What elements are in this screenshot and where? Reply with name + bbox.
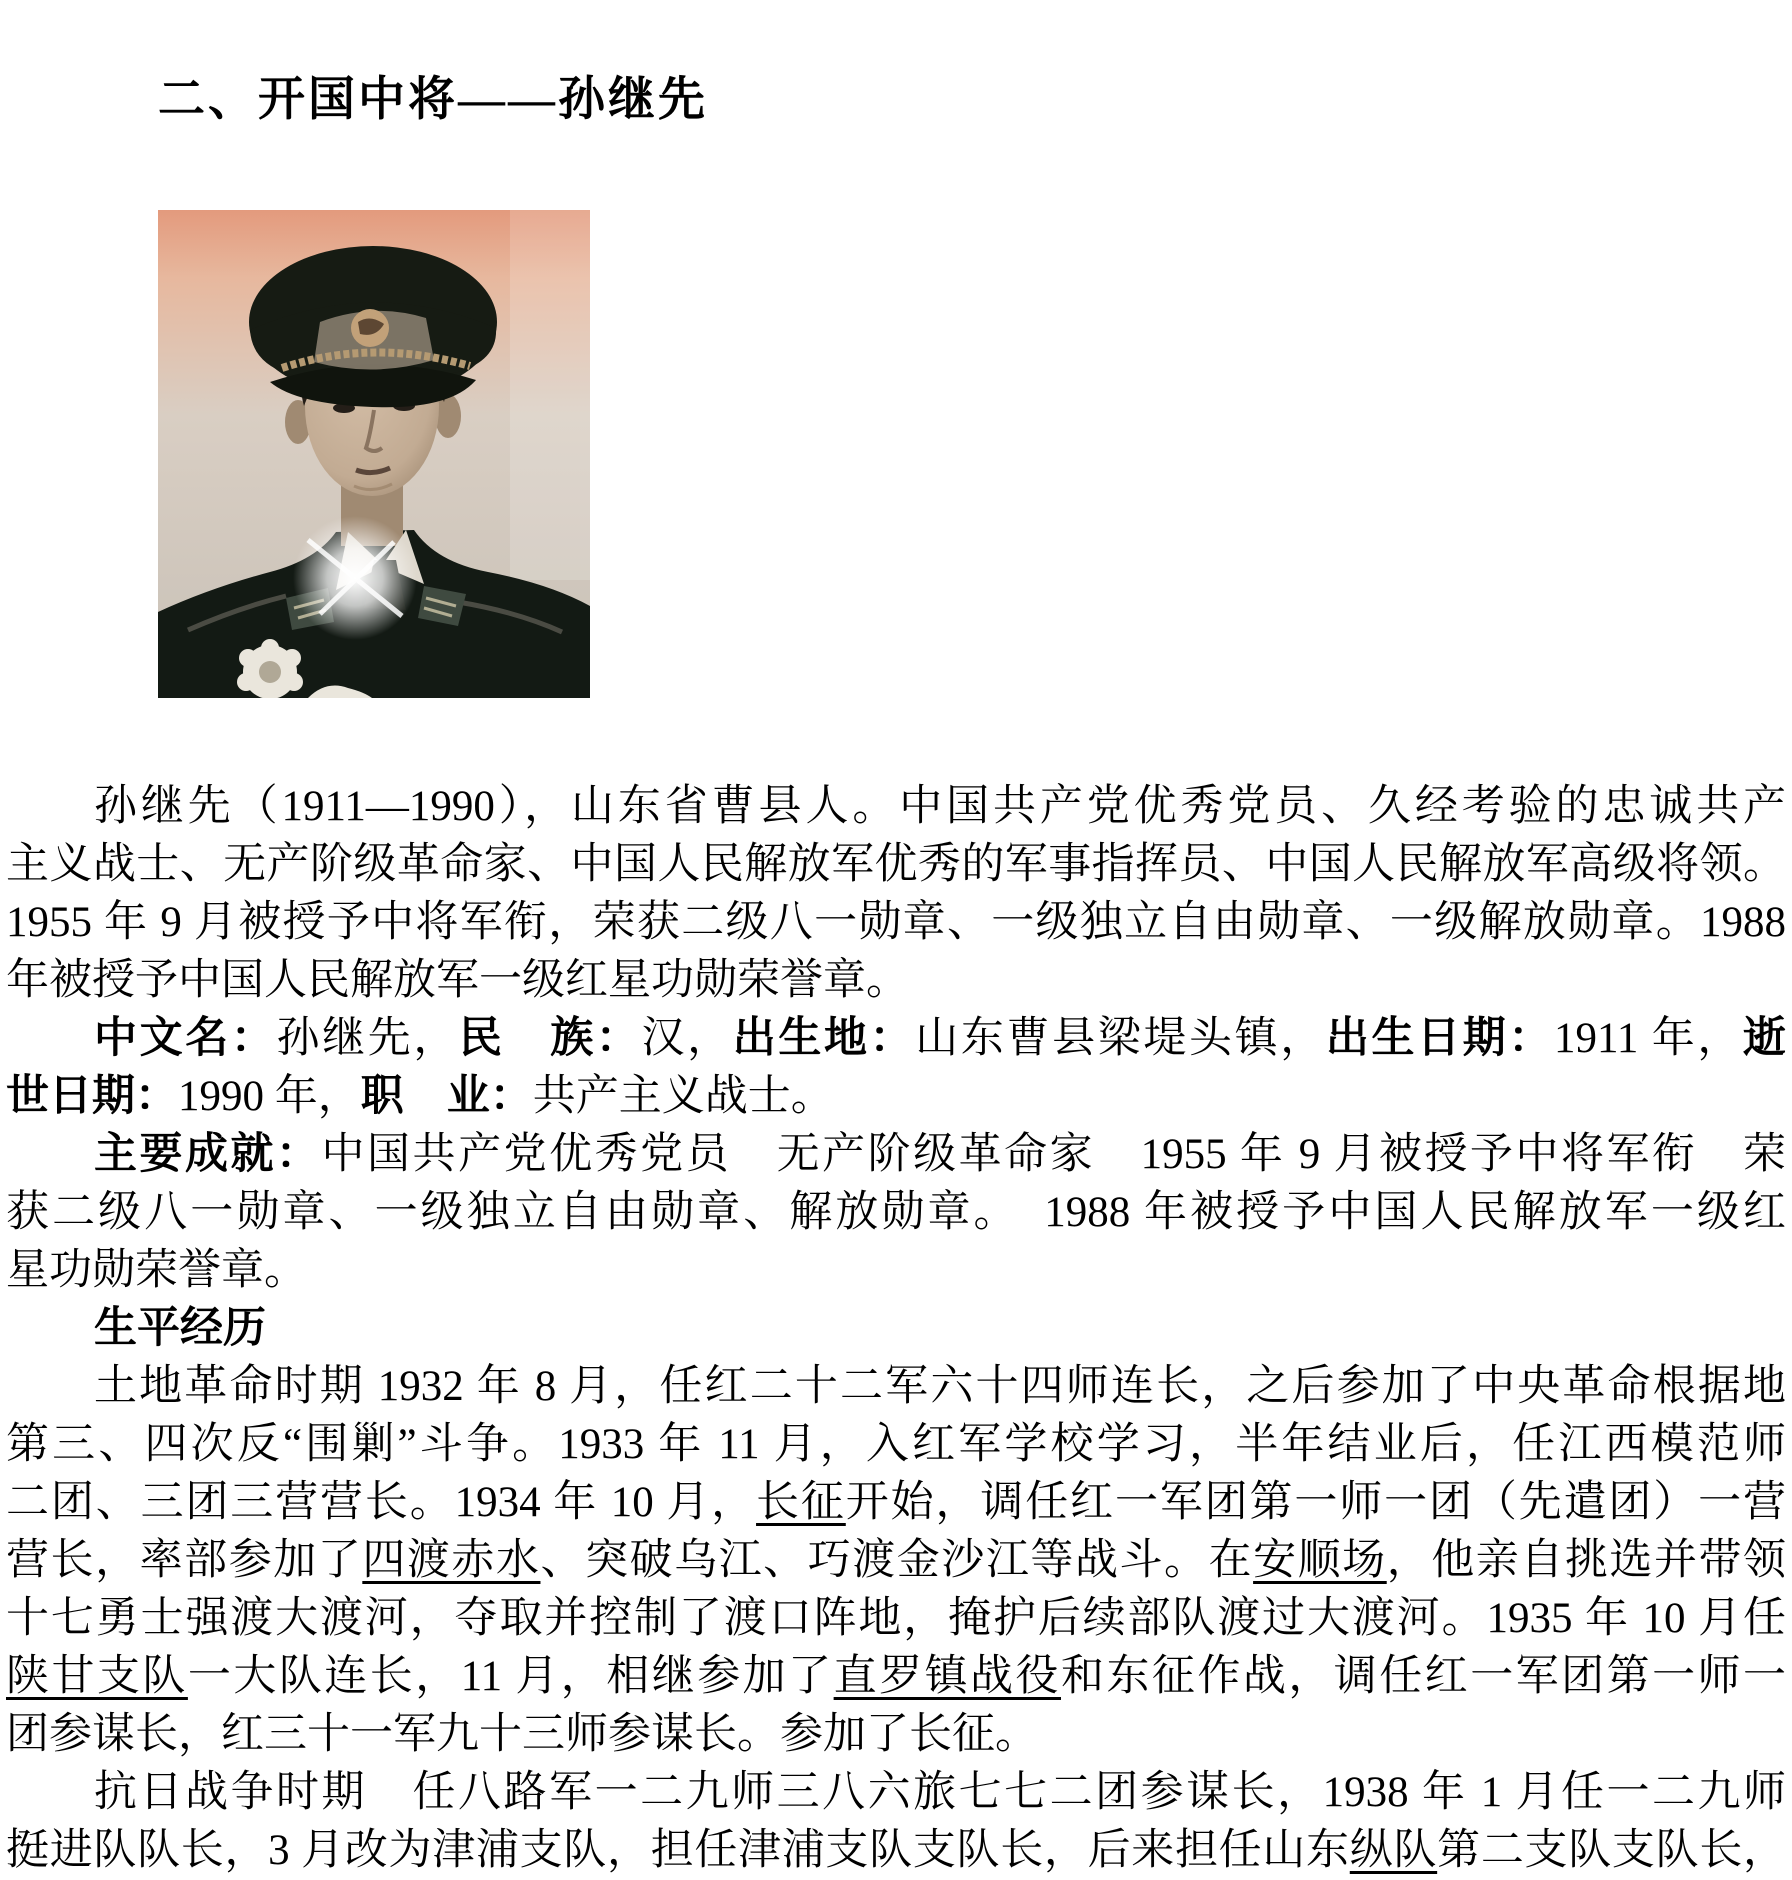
- text-run: 星功勋荣誉章。: [6, 1247, 307, 1294]
- text-line: [6, 1474, 1786, 1532]
- text-run: 土地革命时期 1932 年 8 月，任红二十二军六十四师连长，之后参加了中央革命根据地: [94, 1363, 1786, 1410]
- text-run: 1955 年 9 月被授予中将军衔，荣获二级八一勋章、一级独立自由勋章、一级解放勋章。1988: [6, 899, 1786, 946]
- portrait-photo-graphic: [158, 210, 590, 698]
- text-run: 和东征作战，调任红一军团第一师一: [1060, 1653, 1786, 1700]
- text-run: ，他亲自挑选并带领: [1386, 1537, 1786, 1584]
- text-run: 第三、四次反“围剿”斗争。1933 年 11 月，入红军学校学习，半年结业后，任江西模范师: [6, 1421, 1786, 1468]
- text-line: [6, 1822, 1786, 1880]
- underlined-term: 直罗镇战役: [833, 1653, 1061, 1700]
- text-run: 第二支队支队长，: [1437, 1827, 1786, 1874]
- underlined-term: 四渡赤水: [362, 1537, 541, 1584]
- text-run: 、突破乌江、巧渡金沙江等战斗。在: [540, 1537, 1254, 1584]
- underlined-term: 长征: [756, 1479, 846, 1526]
- text-run: 主义战士、无产阶级革命家、中国人民解放军优秀的军事指挥员、中国人民解放军高级将领。: [6, 841, 1786, 888]
- text-run: 中文名：: [94, 1015, 277, 1062]
- text-run: 孙继先（1911—1990），山东省曹县人。中国共产党优秀党员、久经考验的忠诚共产: [94, 783, 1786, 830]
- text-run: 年被授予中国人民解放军一级红星功勋荣誉章。: [6, 957, 909, 1004]
- text-line: [6, 1764, 1786, 1822]
- text-run: 1990 年，: [178, 1073, 361, 1120]
- text-run: 孙继先，: [276, 1015, 459, 1062]
- text-run: 二团、三团三营营长。1934 年 10 月，: [6, 1479, 757, 1526]
- text-line: [6, 1648, 1786, 1706]
- text-line: [6, 1126, 1786, 1184]
- text-run: 1911 年，: [1554, 1015, 1744, 1062]
- underlined-term: 安顺场: [1253, 1537, 1387, 1584]
- text-run: 获二级八一勋章、一级独立自由勋章、解放勋章。 1988 年被授予中国人民解放军一级红: [6, 1189, 1786, 1236]
- text-run: 共产主义战士。: [532, 1073, 834, 1120]
- text-run: 生平经历: [94, 1305, 266, 1352]
- text-run: 挺进队队长，3 月改为津浦支队，担任津浦支队支队长，后来担任山东: [6, 1827, 1350, 1874]
- text-line: [6, 778, 1786, 836]
- text-line: [6, 1590, 1786, 1648]
- text-line: [6, 1242, 1786, 1300]
- text-run: 出生日期：: [1325, 1015, 1554, 1062]
- text-run: 世日期：: [6, 1073, 178, 1120]
- text-run: 出生地：: [732, 1015, 916, 1062]
- text-run: 逝: [1743, 1015, 1786, 1062]
- text-run: 开始，调任红一军团第一师一团（先遣团）一营: [845, 1479, 1786, 1526]
- text-run: 十七勇士强渡大渡河，夺取并控制了渡口阵地，掩护后续部队渡过大渡河。1935 年 10 月任: [6, 1595, 1786, 1642]
- text-line: [6, 1010, 1786, 1068]
- document-lines: [6, 778, 1786, 1880]
- page-title: 二、开国中将——孙继先: [158, 74, 708, 126]
- text-run: 山东曹县梁堤头镇，: [915, 1015, 1326, 1062]
- text-run: 团参谋长，红三十一军九十三师参谋长。参加了长征。: [6, 1711, 1038, 1758]
- text-run: 主要成就：: [94, 1131, 322, 1178]
- text-line: [6, 952, 1786, 1010]
- text-line: [6, 1358, 1786, 1416]
- text-line: [6, 1184, 1786, 1242]
- text-line: [6, 1532, 1786, 1590]
- text-line: [6, 1068, 1786, 1126]
- text-run: 职 业：: [360, 1073, 533, 1120]
- text-run: 营长，率部参加了: [6, 1537, 363, 1584]
- text-run: 民 族：: [459, 1015, 642, 1062]
- portrait-photo: [158, 210, 590, 698]
- text-line: [6, 836, 1786, 894]
- text-line: [6, 1416, 1786, 1474]
- text-line: [6, 1300, 1786, 1358]
- text-line: [6, 894, 1786, 952]
- text-run: 一大队连长，11 月，相继参加了: [187, 1653, 834, 1700]
- photo-light-panel: [510, 210, 590, 580]
- text-line: [6, 1706, 1786, 1764]
- underlined-term: 纵队: [1349, 1827, 1438, 1874]
- text-run: 汉，: [641, 1015, 733, 1062]
- text-run: 抗日战争时期 任八路军一二九师三八六旅七七二团参谋长，1938 年 1 月任一二九师: [94, 1769, 1786, 1816]
- underlined-term: 陕甘支队: [6, 1653, 188, 1700]
- text-run: 中国共产党优秀党员 无产阶级革命家 1955 年 9 月被授予中将军衔 荣: [321, 1131, 1786, 1178]
